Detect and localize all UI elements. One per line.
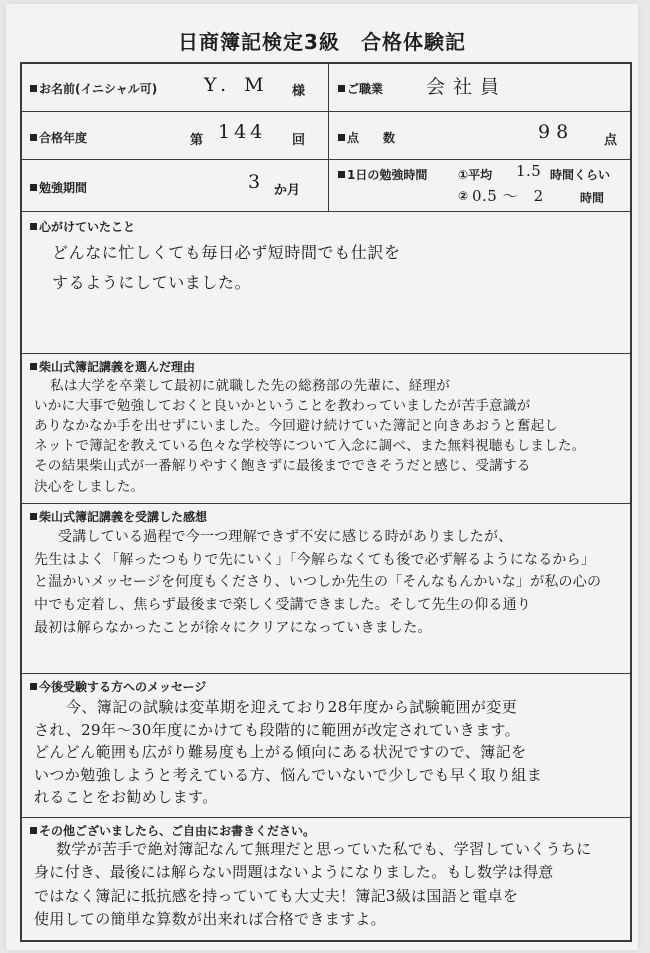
daily-label: 1日の勉強時間: [338, 166, 427, 183]
year-value: 144: [218, 121, 267, 143]
row-year-score: [22, 112, 630, 160]
section-message: [22, 674, 630, 818]
score-value: 98: [538, 121, 575, 143]
bullet-square-icon: [30, 363, 37, 370]
avg-label: ①平均: [458, 168, 493, 182]
avg-suffix: 時間くらい: [550, 168, 611, 182]
bullet-square-icon: [338, 134, 345, 141]
year-prefix: 第: [190, 133, 204, 148]
column-divider: [328, 112, 329, 159]
message-text: 今、簿記の試験は変革期を迎えており28年度から試験範囲が変更 され、29年～30年度にかけても段階的に範囲が改定されていきます。 どんどん範囲も広がり難易度も上がる傾向にある状況ですので、簿記を いつか勉強しようと考えている方、悩んでいないで少しでも早く取り組ま れることをお勧めします。: [34, 698, 543, 806]
range-label: ②: [458, 189, 469, 203]
reason-label: 柴山式簿記講義を選んだ理由: [30, 358, 195, 375]
bullet-square-icon: [338, 85, 345, 92]
range-suffix: 時間: [580, 191, 605, 205]
period-label: 勉強期間: [30, 179, 87, 196]
avg-value: 1.5: [516, 162, 542, 180]
other-label: その他ございましたら、ご自由にお書きください。: [30, 822, 315, 839]
score-label: 点 数: [338, 129, 395, 146]
bullet-square-icon: [30, 513, 37, 520]
bullet-square-icon: [30, 184, 37, 191]
mindset-label: 心がけていたこと: [30, 218, 135, 235]
other-text: 数学が苦手で絶対簿記なんて無理だと思っていた私でも、学習していくうちに 身に付き、最後には解らない問題はないようになりました。もし数学は得意 ではなく簿記に抵抗感を持っていても大丈夫！簿記3級は国語と電卓を 使用しての簡単な算数が出来れば合格できますよ。: [34, 840, 592, 928]
column-divider: [328, 160, 329, 211]
job-label: ご職業: [338, 80, 383, 97]
impression-text: 受講している過程で今一つ理解できず不安に感じる時がありましたが、 先生はよく「解ったつもりで先にいく」「今解らなくても後で必ず解るようになるから」 と温かいメッセージを何度もくださり、いつしか先生の「そんなもんかいな」が私の心の 中でも定着し、焦らず最後まで楽しく受講できました。そして先生の仰る通り 最初は解らなかったことが徐々にクリアになっていきました。: [34, 529, 602, 636]
period-suffix: か月: [274, 183, 301, 198]
job-value: 会社員: [426, 76, 508, 98]
survey-sheet: [6, 4, 638, 950]
bullet-square-icon: [30, 85, 37, 92]
name-suffix: 様: [292, 84, 306, 99]
name-label: お名前(イニシャル可): [30, 80, 157, 97]
period-value: 3: [248, 171, 261, 193]
bullet-square-icon: [338, 171, 345, 178]
survey-form: [20, 62, 632, 942]
impression-label: 柴山式簿記講義を受講した感想: [30, 508, 207, 525]
range-value: 0.5 ～ 2: [472, 187, 544, 205]
column-divider: [328, 64, 329, 111]
section-reason: [22, 354, 630, 504]
year-label: 合格年度: [30, 129, 87, 146]
page-title: 日商簿記検定3級 合格体験記: [178, 30, 466, 54]
section-impression: [22, 504, 630, 674]
message-label: 今後受験する方へのメッセージ: [30, 678, 206, 695]
bullet-square-icon: [30, 683, 37, 690]
bullet-square-icon: [30, 827, 37, 834]
mindset-text: どんなに忙しくても毎日必ず短時間でも仕訳を するようにしていました。: [52, 243, 401, 293]
bullet-square-icon: [30, 134, 37, 141]
section-other: [22, 818, 630, 940]
name-value: Y. M: [204, 74, 270, 96]
section-mindset: [22, 212, 630, 354]
reason-text: 私は大学を卒業して最初に就職した先の総務部の先輩に、経理が いかに大事で勉強しておくと良いかということを教わっていましたが苦手意識が ありなかなか手を出せずにいました。今回避け続けていた簿記と向きあおうと奮起し ネットで簿記を教えている色々な学校等について入念に調べ、また無料視聴もしました。 その結果柴山式が一番解りやすく飽きずに最後までできそうだと感じ、受講する 決心をしました。: [34, 378, 586, 495]
row-study-time: [22, 160, 630, 212]
row-name-job: [22, 64, 630, 112]
year-suffix: 回: [292, 133, 306, 148]
score-suffix: 点: [604, 133, 618, 148]
bullet-square-icon: [30, 223, 37, 230]
